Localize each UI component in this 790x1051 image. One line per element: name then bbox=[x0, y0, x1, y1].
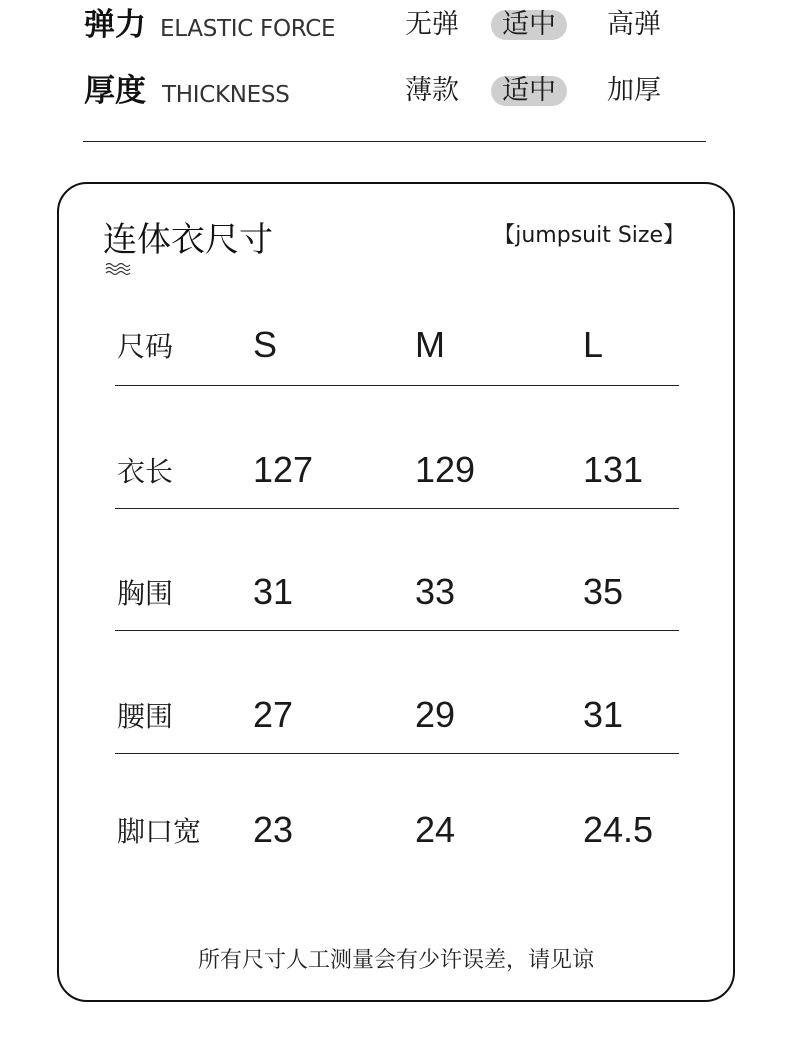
top-divider bbox=[83, 141, 706, 142]
cell-hem-l: 24.5 bbox=[583, 809, 654, 850]
size-table bbox=[115, 309, 679, 876]
elastic-option-none: 无弹 bbox=[405, 9, 459, 40]
elastic-force-row bbox=[0, 0, 790, 50]
wave-icon bbox=[105, 262, 131, 276]
cell-waist-s: 27 bbox=[253, 693, 294, 735]
header-size-s: S bbox=[253, 324, 278, 365]
cell-length-l: 131 bbox=[583, 448, 644, 490]
table-header-row bbox=[115, 309, 679, 386]
thickness-option-medium: 适中 bbox=[491, 66, 567, 116]
elastic-option-high: 高弹 bbox=[607, 9, 661, 40]
thickness-label: 厚度 bbox=[84, 73, 146, 109]
table-row bbox=[115, 631, 679, 754]
cell-chest-l: 35 bbox=[583, 571, 624, 612]
elastic-force-label-en: ELASTIC FORCE bbox=[160, 16, 336, 42]
thickness-label-en: THICKNESS bbox=[162, 82, 290, 108]
cell-length-m: 129 bbox=[415, 448, 476, 490]
card-title: 连体衣尺寸 bbox=[103, 220, 273, 260]
header-size-l: L bbox=[583, 324, 604, 365]
cell-waist-m: 29 bbox=[415, 693, 456, 735]
header-size-label: 尺码 bbox=[117, 330, 174, 363]
thickness-option-thin: 薄款 bbox=[405, 75, 459, 106]
measurement-footnote: 所有尺寸人工测量会有少许误差，请见谅 bbox=[197, 948, 594, 973]
card-subtitle: 【jumpsuit Size】 bbox=[493, 223, 685, 248]
cell-hem-m: 24 bbox=[415, 809, 456, 850]
thickness-option-thick: 加厚 bbox=[607, 75, 661, 106]
table-row bbox=[115, 754, 679, 877]
cell-chest-m: 33 bbox=[415, 571, 456, 612]
header-size-m: M bbox=[415, 324, 445, 365]
row-label-hem: 脚口宽 bbox=[117, 815, 202, 848]
table-row bbox=[115, 386, 679, 509]
row-label-length: 衣长 bbox=[117, 454, 174, 488]
table-row bbox=[115, 509, 679, 632]
cell-hem-s: 23 bbox=[253, 809, 294, 850]
cell-waist-l: 31 bbox=[583, 693, 624, 735]
cell-length-s: 127 bbox=[253, 448, 314, 490]
cell-chest-s: 31 bbox=[253, 571, 294, 612]
size-card bbox=[57, 182, 735, 1002]
elastic-option-medium: 适中 bbox=[491, 0, 567, 50]
thickness-row bbox=[0, 66, 790, 116]
row-label-waist: 腰围 bbox=[117, 699, 174, 733]
elastic-force-label: 弹力 bbox=[84, 7, 146, 43]
row-label-chest: 胸围 bbox=[117, 577, 174, 610]
